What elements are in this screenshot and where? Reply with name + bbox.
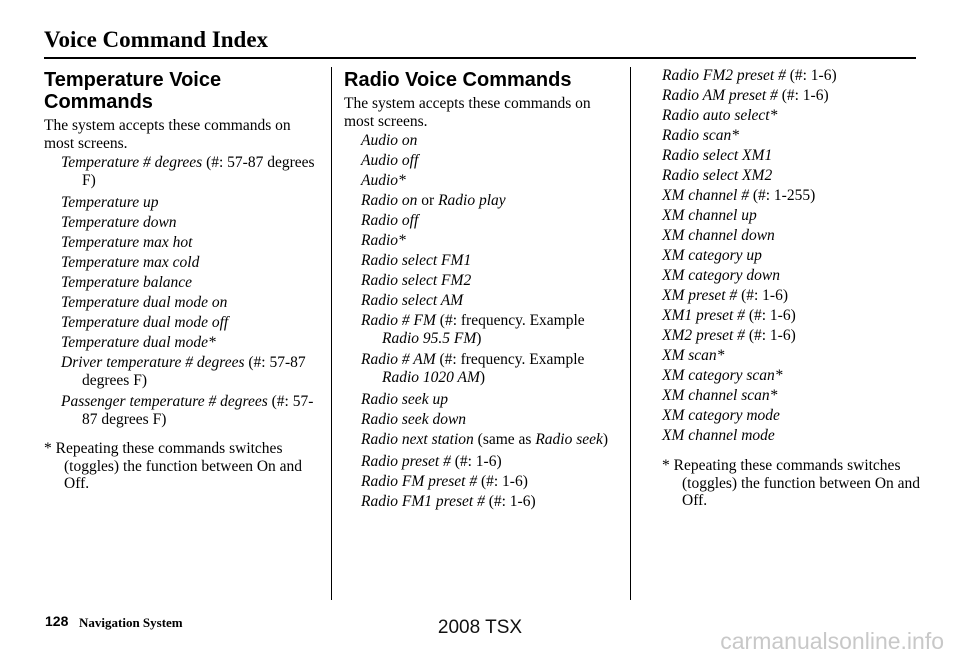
watermark: carmanualsonline.info — [720, 628, 944, 654]
command-item — [662, 86, 922, 106]
command-text: XM category up — [662, 247, 762, 264]
command-note: (#: 1-6) — [744, 307, 796, 324]
command-item — [361, 492, 616, 512]
temperature-heading: Temperature Voice Commands — [44, 69, 222, 113]
command-text: Audio on — [361, 132, 418, 149]
command-item — [361, 410, 616, 430]
command-item — [662, 286, 922, 306]
command-item — [361, 291, 616, 311]
command-note-close: ) — [602, 431, 609, 448]
command-text: XM preset # — [662, 287, 738, 304]
command-text: Temperature dual mode* — [61, 334, 216, 351]
command-text: Radio* — [361, 232, 406, 249]
command-note: (#: 1-6) — [450, 453, 502, 470]
temperature-footnote: * Repeating these commands switches (toggles) the function between On and Off. — [44, 440, 303, 492]
command-note: (#: 1-6) — [785, 67, 837, 84]
command-text: XM category down — [662, 267, 780, 284]
command-text: Radio seek down — [361, 411, 467, 428]
column-divider-2 — [630, 67, 631, 600]
model-label: 2008 TSX — [437, 617, 523, 638]
command-note-close: ) — [479, 369, 486, 386]
command-item — [61, 253, 316, 273]
command-text: XM category mode — [662, 407, 780, 424]
radio-heading: Radio Voice Commands — [344, 69, 572, 91]
command-note: (#: 1-6) — [484, 493, 536, 510]
command-item — [662, 166, 922, 186]
command-text: Temperature max cold — [61, 254, 200, 271]
command-text: Radio select FM2 — [361, 272, 472, 289]
command-item — [662, 366, 922, 386]
temperature-commands-column — [44, 66, 316, 493]
command-item — [662, 146, 922, 166]
command-item — [361, 351, 616, 387]
command-note: (#: 57-87 degrees F) — [82, 154, 315, 189]
command-example: Radio 95.5 FM — [382, 330, 477, 347]
command-text: Passenger temperature # degrees — [61, 393, 268, 410]
command-item — [361, 251, 616, 271]
command-item — [61, 193, 316, 213]
command-note: (#: 57-87 degrees F) — [82, 393, 314, 428]
command-text: Audio off — [361, 152, 419, 169]
command-item — [361, 191, 616, 211]
command-text: Radio select AM — [361, 292, 464, 309]
command-text: Temperature dual mode on — [61, 294, 228, 311]
command-note: (same as — [473, 431, 536, 448]
command-item — [361, 431, 616, 449]
xm-command-list — [662, 66, 922, 446]
command-text: Temperature dual mode off — [61, 314, 229, 331]
command-item — [662, 406, 922, 426]
command-item — [61, 354, 316, 390]
command-text: Radio select FM1 — [361, 252, 472, 269]
command-text: Radio AM preset # — [662, 87, 778, 104]
command-example: Radio seek — [535, 431, 603, 448]
command-item — [61, 154, 316, 190]
command-text: Radio off — [361, 212, 419, 229]
xm-footnote: * Repeating these commands switches (toggles) the function between On and Off. — [662, 457, 921, 509]
command-text: XM1 preset # — [662, 307, 745, 324]
command-text: XM channel # — [662, 187, 749, 204]
command-item — [361, 171, 616, 191]
page-number: 128 — [45, 613, 69, 629]
command-item — [662, 386, 922, 406]
radio-commands-column — [344, 66, 616, 512]
command-note: (#: 1-6) — [777, 87, 829, 104]
command-text: Temperature up — [61, 194, 159, 211]
radio-xm-commands-column — [662, 66, 922, 510]
command-note: (#: 1-6) — [477, 473, 528, 490]
command-text: Radio # AM — [361, 351, 436, 368]
command-item — [61, 273, 316, 293]
command-item — [662, 126, 922, 146]
command-item — [361, 131, 616, 151]
command-text: Radio select XM2 — [662, 167, 773, 184]
command-text: XM channel scan* — [662, 387, 778, 404]
command-text: Radio seek up — [361, 391, 448, 408]
title-rule — [44, 57, 916, 59]
section-name: Navigation System — [79, 615, 183, 630]
command-item — [662, 106, 922, 126]
command-text: Driver temperature # degrees — [61, 354, 245, 371]
command-item — [662, 206, 922, 226]
command-text: Temperature balance — [61, 274, 193, 291]
command-note: (#: 1-6) — [737, 287, 788, 304]
command-item — [361, 151, 616, 171]
radio-command-list — [344, 131, 616, 512]
command-item — [361, 231, 616, 251]
command-item — [361, 452, 616, 472]
command-text: XM scan* — [662, 347, 725, 364]
command-text: Audio* — [361, 172, 406, 189]
command-text: Radio on — [361, 192, 418, 209]
command-text-alt: Radio play — [438, 192, 506, 209]
command-text: Radio next station — [361, 431, 474, 448]
command-item — [662, 66, 922, 86]
command-joiner: or — [417, 192, 439, 209]
command-text: Radio auto select* — [662, 107, 778, 124]
command-item — [361, 390, 616, 410]
command-note: (#: frequency. Example — [435, 351, 585, 368]
command-text: XM2 preset # — [662, 327, 745, 344]
command-text: Temperature down — [61, 214, 177, 231]
command-text: Radio FM2 preset # — [662, 67, 786, 84]
command-text: XM channel down — [662, 227, 775, 244]
command-text: Radio # FM — [361, 312, 436, 329]
command-item — [662, 226, 922, 246]
command-note-close: ) — [476, 330, 482, 347]
command-text: Radio FM preset # — [361, 473, 478, 490]
command-note: (#: 1-255) — [748, 187, 816, 204]
command-text: XM channel mode — [662, 427, 775, 444]
command-item — [662, 426, 922, 446]
command-text: Radio select XM1 — [662, 147, 773, 164]
command-item — [361, 472, 616, 492]
command-text: Radio FM1 preset # — [361, 493, 485, 510]
page-title: Voice Command Index — [44, 27, 269, 52]
command-text: Radio preset # — [361, 453, 451, 470]
column-divider-1 — [331, 67, 332, 600]
command-text: Radio scan* — [662, 127, 740, 144]
command-item — [662, 266, 922, 286]
command-text: XM channel up — [662, 207, 757, 224]
radio-intro: The system accepts these commands on most screens. — [344, 95, 591, 130]
command-note: (#: 1-6) — [744, 327, 796, 344]
command-item — [61, 333, 316, 353]
command-item — [662, 326, 922, 346]
command-item — [662, 306, 922, 326]
command-item — [361, 271, 616, 291]
command-item — [61, 213, 316, 233]
command-item — [361, 312, 616, 348]
command-item — [662, 246, 922, 266]
command-item — [61, 313, 316, 333]
command-text: Temperature # degrees — [61, 154, 203, 171]
command-item — [662, 186, 922, 206]
command-note: (#: frequency. Example — [435, 312, 585, 329]
command-note: (#: 57-87 degrees F) — [82, 354, 306, 389]
command-item — [61, 393, 316, 429]
command-text: Temperature max hot — [61, 234, 193, 251]
command-text: XM category scan* — [662, 367, 783, 384]
temperature-command-list — [44, 154, 316, 429]
temperature-intro: The system accepts these commands on most screens. — [44, 117, 291, 152]
command-example: Radio 1020 AM — [382, 369, 480, 386]
command-item — [361, 211, 616, 231]
command-item — [61, 293, 316, 313]
command-item — [662, 346, 922, 366]
command-item — [61, 233, 316, 253]
